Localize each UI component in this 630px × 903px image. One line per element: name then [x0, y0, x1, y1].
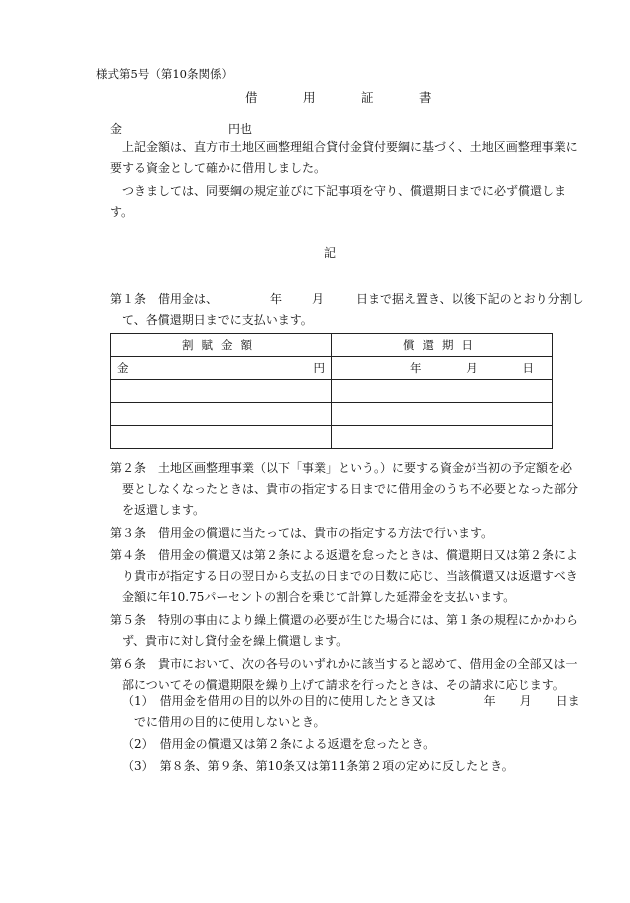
article-1	[110, 291, 584, 329]
title-char: 借	[245, 90, 258, 105]
amount-cell-suffix: 円	[313, 360, 325, 375]
article1-head: 第１条 借用金は、	[110, 292, 219, 306]
title-char: 証	[361, 90, 374, 105]
article4-line: 第４条 借用金の償還又は第２条による返還を怠ったときは、償還期日又は第２条によ	[110, 548, 579, 562]
agree-line: す。	[110, 204, 134, 219]
article2-line: 第２条 土地区画整理事業（以下「事業」という。）に要する資金が当初の予定額を必	[110, 461, 573, 475]
date-cell[interactable]	[332, 357, 553, 380]
article-5	[110, 612, 579, 650]
header-installment-amount: 割賦金額	[111, 334, 332, 357]
intro-line: 上記金額は、直方市土地区画整理組合貸付金貸付要綱に基づく、土地区画整理事業に	[122, 140, 578, 154]
item-3	[122, 758, 570, 775]
item1-line2: でに借用の目的に使用しないとき。	[134, 714, 326, 729]
article1-line2: て、各償還期日までに支払います。	[122, 312, 313, 327]
title-char: 用	[303, 90, 316, 105]
article-3	[110, 525, 570, 542]
date-cell[interactable]	[332, 403, 553, 426]
date-cell[interactable]	[332, 380, 553, 403]
header-repayment-date: 償還期日	[332, 334, 553, 357]
form-number: 様式第5号（第10条関係）	[96, 67, 233, 81]
amount-cell[interactable]	[111, 426, 332, 449]
article2-line: を返還します。	[122, 502, 206, 517]
article4-line: 金額に年10.75パーセントの割合を乗じて計算した延滞金を支払います。	[122, 589, 516, 604]
item-1	[122, 693, 580, 731]
article1-month: 月	[312, 292, 325, 306]
item-2	[122, 736, 570, 753]
item1-head: （1） 借用金を借用の目的以外の目的に使用したとき又は	[122, 694, 436, 708]
table-header-row	[111, 334, 553, 357]
amount-cell[interactable]	[111, 357, 332, 380]
item1-tail: 日ま	[555, 694, 580, 708]
table-row	[111, 357, 553, 380]
date-cell-day: 日	[522, 360, 534, 375]
amount-cell[interactable]	[111, 380, 332, 403]
article-4	[110, 547, 579, 605]
article-2	[110, 460, 579, 518]
article4-line: り貴市が指定する日の翌日から支払の日までの日数に応じ、当該償還又は返還すべき	[122, 568, 578, 583]
article1-year: 年	[270, 292, 283, 306]
article3-line: 第３条 借用金の償還に当たっては、貴市の指定する方法で行います。	[110, 526, 494, 540]
article5-line: 第５条 特別の事由により繰上償還の必要が生じた場合には、第１条の規程にかかわら	[110, 613, 579, 627]
table-row	[111, 380, 553, 403]
amount-line	[110, 121, 252, 138]
amount-cell[interactable]	[111, 403, 332, 426]
intro-line: 要する資金として確かに借用しました。	[110, 160, 327, 175]
article6-line: 第６条 貴市において、次の各号のいずれかに該当すると認めて、借用金の全部又は一	[110, 657, 578, 671]
amount-prefix: 金	[110, 122, 123, 136]
item1-year: 年	[483, 694, 496, 708]
article-6	[110, 656, 578, 694]
ki-heading: 記	[324, 246, 337, 260]
title-char: 書	[419, 90, 432, 105]
item2-line: （2） 借用金の償還又は第２条による返還を怠ったとき。	[122, 737, 436, 751]
repayment-schedule-table	[110, 333, 553, 449]
document-title	[245, 89, 477, 107]
agree-paragraph	[110, 183, 566, 221]
item1-month: 月	[519, 694, 532, 708]
date-cell-month: 月	[466, 360, 478, 375]
date-cell[interactable]	[332, 426, 553, 449]
date-cell-year: 年	[410, 360, 422, 375]
intro-paragraph	[110, 139, 578, 177]
article5-line: ず、貴市に対し貸付金を繰上償還します。	[122, 633, 349, 648]
agree-line: つきましては、同要綱の規定並びに下記事項を守り、償還期日までに必ず償還しま	[122, 184, 567, 198]
table-row	[111, 403, 553, 426]
article6-line: 部についてその償還期限を繰り上げて請求を行ったときは、その請求に応じます。	[122, 677, 565, 692]
table-row	[111, 426, 553, 449]
article1-tail: 日まで据え置き、以後下記のとおり分割し	[356, 292, 584, 306]
amount-suffix: 円也	[228, 122, 253, 136]
item3-line: （3） 第８条、第９条、第10条又は第11条第２項の定めに反したとき。	[122, 759, 514, 773]
article2-line: 要としなくなったときは、貴市の指定する日までに借用金のうち不必要となった部分	[122, 481, 579, 496]
amount-cell-prefix: 金	[117, 360, 129, 375]
